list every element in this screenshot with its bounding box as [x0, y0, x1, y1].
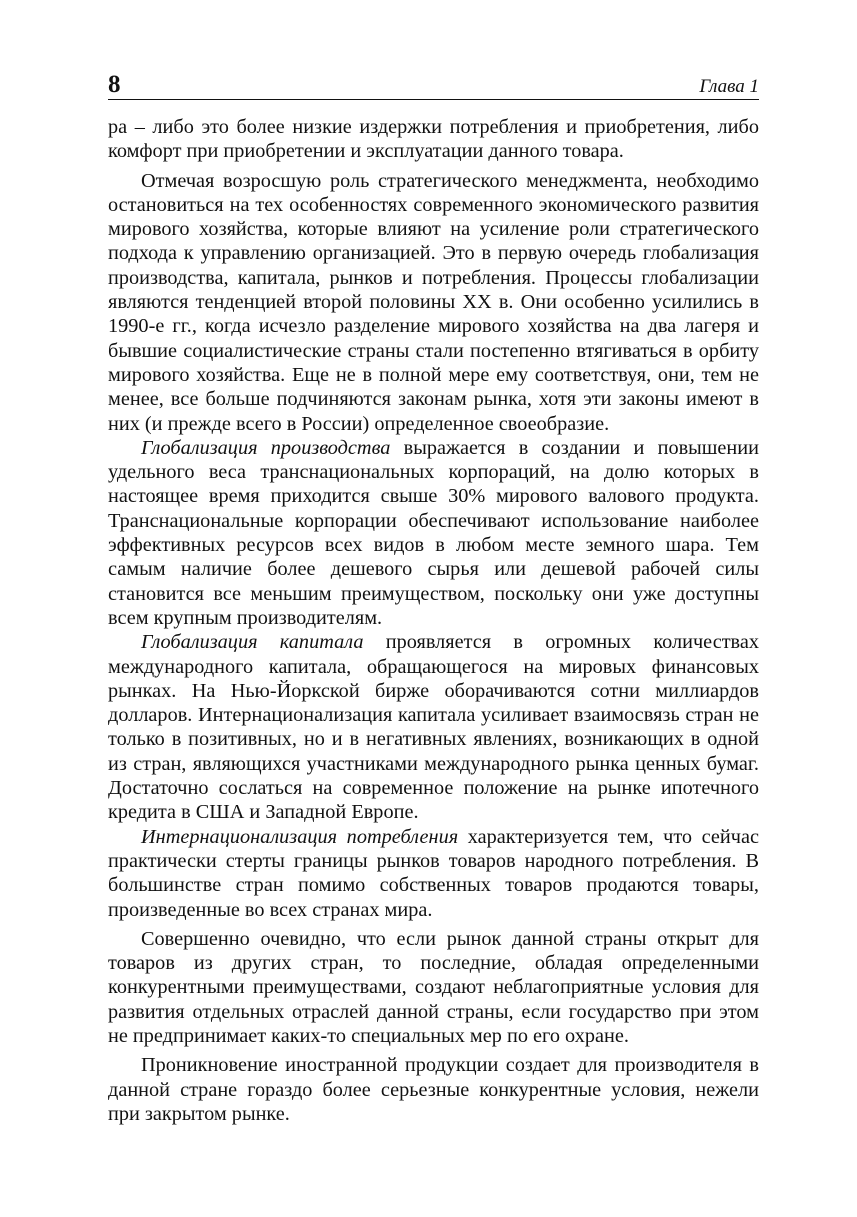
page-header	[108, 70, 759, 100]
term-internationalization-consumption: Интернационализация потребления	[141, 825, 459, 848]
paragraph-internationalization-consumption	[108, 825, 759, 922]
paragraph-text: ра – либо это более низкие издержки потребления и приобретения, либо комфорт при приобретении и эксплуатации данного товара.	[108, 116, 759, 163]
paragraph-open-market	[108, 927, 759, 1048]
term-globalization-capital: Глобализация капитала	[141, 631, 364, 654]
paragraph-continued	[108, 115, 759, 164]
term-globalization-production: Глобализация производства	[141, 436, 391, 459]
book-page	[108, 70, 759, 1126]
page-number: 8	[108, 71, 121, 98]
paragraph-text: Проникновение иностранной продукции создает для производителя в данной стране гораздо более серьезные конкурентные условия, нежели при закрытом рынке.	[108, 1054, 759, 1125]
page-body	[108, 115, 759, 1126]
paragraph-text: выражается в создании и повышении удельного веса транснациональных корпораций, на долю которых в настоящее время приходится свыше 30% мирового валового продукта. Транснациональные корпорации обеспечивают использование наиболее эффективных ресурсов всех видов в любом месте земного шара. Тем самым наличие более дешевого сырья или дешевой рабочей силы становится все меньшим преимуществом, поскольку они уже доступны всем крупным производителям.	[108, 436, 759, 629]
paragraph-globalization-capital	[108, 630, 759, 824]
paragraph-strategic-management	[108, 169, 759, 436]
paragraph-foreign-products	[108, 1053, 759, 1126]
running-head: Глава 1	[699, 76, 759, 97]
paragraph-text: проявляется в огромных количествах международного капитала, обращающегося на мировых финансовых рынках. На Нью-Йоркской бирже оборачиваются сотни миллиардов долларов. Интернационализация капитала усиливает взаимосвязь стран не только в позитивных, но и в негативных явлениях, возникающих в одной из стран, являющихся участниками международного рынка ценных бумаг. Достаточно сослаться на современное положение на рынке ипотечного кредита в США и Западной Европе.	[108, 631, 760, 824]
paragraph-globalization-production	[108, 436, 759, 630]
paragraph-text: Отмечая возросшую роль стратегического менеджмента, необходимо остановиться на тех особенностях современного экономического развития мирового хозяйства, которые влияют на усиление роли стратегического подхода к управлению организацией. Это в первую очередь глобализация производства, капитала, рынков и потребления. Процессы глобализации являются тенденцией второй половины XX в. Они особенно усилились в 1990-е гг., когда исчезло разделение мирового хозяйства на два лагеря и бывшие социалистические страны стали постепенно втягиваться в орбиту мирового хозяйства. Еще не в полной мере ему соответствуя, они, тем не менее, все больше подчиняются законам рынка, хотя эти законы имеют в них (и прежде всего в России) определенное своеобразие.	[108, 169, 759, 435]
paragraph-text: характеризуется тем, что сейчас практически стерты границы рынков товаров народного потребления. В большинстве стран помимо собственных товаров продаются товары, произведенные во всех странах мира.	[108, 825, 759, 921]
paragraph-text: Совершенно очевидно, что если рынок данной страны открыт для товаров из других стран, то последние, обладая определенными конкурентными преимуществами, создают неблагоприятные условия для развития отдельных отраслей данной страны, если государство при этом не предпринимает каких-то специальных мер по его охране.	[108, 927, 759, 1047]
